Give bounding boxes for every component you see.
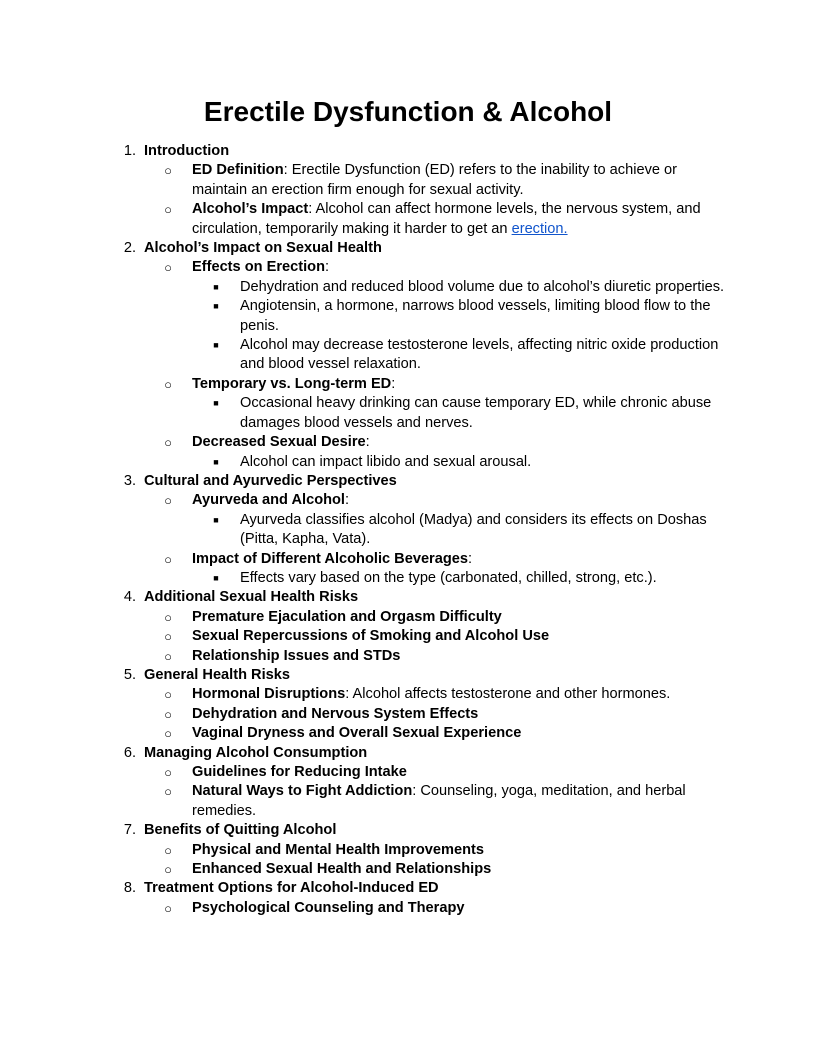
- section-number: 2.: [123, 240, 136, 257]
- list-item: ○ Temporary vs. Long-term ED:: [144, 375, 736, 394]
- list-item: [144, 608, 736, 627]
- section-7: [96, 821, 736, 840]
- sub-list-item: [192, 453, 736, 472]
- item-text: Effects vary based on the type (carbonated, chilled, strong, etc.).: [240, 569, 657, 586]
- section-8: [96, 879, 736, 898]
- item-text: Alcohol may decrease testosterone levels, affecting nitric oxide production and blood vessel relaxation.: [240, 337, 719, 373]
- item-label: Dehydration and Nervous System Effects: [192, 705, 479, 722]
- item-label: Vaginal Dryness and Overall Sexual Experience: [192, 725, 522, 742]
- list-item: ○ Effects on Erection:: [144, 258, 736, 277]
- section-title: Additional Sexual Health Risks: [144, 589, 359, 606]
- section-number: 7.: [123, 822, 136, 839]
- item-text: Ayurveda classifies alcohol (Madya) and considers its effects on Doshas (Pitta, Kapha, Vata).: [240, 511, 707, 548]
- sub-list-item: [192, 278, 736, 297]
- section-number: 3.: [123, 472, 136, 489]
- square-bullet-icon: ■: [213, 456, 219, 467]
- list-item: ○ Decreased Sexual Desire:: [144, 433, 736, 452]
- list-item: [144, 782, 736, 821]
- square-bullet-icon: ■: [213, 301, 219, 312]
- section-number: 1.: [123, 143, 136, 159]
- section-6: [96, 744, 736, 763]
- item-label: Sexual Repercussions of Smoking and Alcohol Use: [192, 628, 550, 645]
- sub-list-item: [192, 297, 736, 336]
- circle-bullet-icon: ○: [164, 862, 172, 878]
- item-label: Temporary vs. Long-term ED: [192, 375, 392, 392]
- list-item: [144, 860, 736, 879]
- item-text: Occasional heavy drinking can cause temporary ED, while chronic abuse damages blood vessels and nerves.: [240, 395, 712, 431]
- section-2: [96, 239, 736, 258]
- item-text: Alcohol can impact libido and sexual arousal.: [240, 453, 532, 470]
- square-bullet-icon: ■: [213, 514, 219, 525]
- item-label: Psychological Counseling and Therapy: [192, 899, 465, 916]
- circle-bullet-icon: ○: [164, 202, 172, 218]
- circle-bullet-icon: ○: [164, 900, 172, 916]
- outline: [96, 142, 736, 918]
- item-text: : Counseling, yoga, meditation, and herbal remedies.: [192, 783, 686, 819]
- item-text: Dehydration and reduced blood volume due to alcohol’s diuretic properties.: [240, 278, 725, 295]
- item-text: : Erectile Dysfunction (ED) refers to the inability to achieve or maintain an erection firm enough for sexual activity.: [192, 162, 678, 198]
- section-title: General Health Risks: [144, 666, 291, 683]
- item-label: Guidelines for Reducing Intake: [192, 764, 407, 780]
- sub-list-item: [192, 336, 736, 375]
- sub-list-item: [192, 569, 736, 588]
- section-title: Cultural and Ayurvedic Perspectives: [144, 472, 397, 489]
- section-title: Treatment Options for Alcohol-Induced ED: [144, 880, 439, 897]
- item-label: Relationship Issues and STDs: [192, 647, 401, 664]
- section-number: 4.: [123, 589, 136, 606]
- circle-bullet-icon: ○: [164, 726, 172, 742]
- circle-bullet-icon: ○: [164, 609, 172, 625]
- circle-bullet-icon: ○: [164, 765, 172, 780]
- item-label: Alcohol’s Impact: [192, 201, 309, 218]
- circle-bullet-icon: ○: [164, 648, 172, 664]
- item-label: Physical and Mental Health Improvements: [192, 841, 484, 858]
- item-label: Enhanced Sexual Health and Relationships: [192, 861, 492, 878]
- circle-bullet-icon: ○: [164, 376, 172, 392]
- square-bullet-icon: ■: [213, 340, 219, 351]
- section-title: Managing Alcohol Consumption: [144, 744, 368, 761]
- section-4: [96, 588, 736, 607]
- list-item: [144, 200, 736, 239]
- circle-bullet-icon: ○: [164, 629, 172, 645]
- square-bullet-icon: ■: [213, 572, 219, 583]
- erection-link[interactable]: erection.: [511, 220, 568, 237]
- section-3: [96, 472, 736, 491]
- list-item: [144, 763, 736, 782]
- section-number: 5.: [123, 666, 136, 683]
- item-label: Hormonal Disruptions: [192, 686, 346, 703]
- circle-bullet-icon: ○: [164, 687, 172, 703]
- item-label: Effects on Erection: [192, 259, 325, 276]
- circle-bullet-icon: ○: [164, 163, 172, 179]
- section-title: Alcohol’s Impact on Sexual Health: [144, 240, 382, 257]
- item-label: ED Definition: [192, 162, 284, 179]
- sub-list-item: [192, 394, 736, 433]
- list-item: [144, 647, 736, 666]
- list-item: [144, 685, 736, 704]
- document-title: Erectile Dysfunction & Alcohol: [203, 96, 613, 127]
- item-text: Angiotensin, a hormone, narrows blood vessels, limiting blood flow to the penis.: [240, 298, 711, 334]
- circle-bullet-icon: ○: [164, 784, 172, 800]
- square-bullet-icon: ■: [213, 281, 219, 292]
- item-label: Ayurveda and Alcohol: [192, 492, 345, 509]
- list-item: [144, 841, 736, 860]
- circle-bullet-icon: ○: [164, 842, 172, 858]
- section-5: [96, 666, 736, 685]
- item-text: : Alcohol can affect hormone levels, the nervous system, and circulation, temporarily making it harder to get an: [192, 201, 701, 237]
- circle-bullet-icon: ○: [164, 260, 172, 276]
- square-bullet-icon: ■: [213, 398, 219, 409]
- section-1: [96, 142, 736, 161]
- section-number: 6.: [123, 744, 136, 761]
- list-item: [144, 161, 736, 200]
- list-item: [144, 899, 736, 918]
- list-item: ○ Impact of Different Alcoholic Beverages:: [144, 550, 736, 569]
- section-title: Benefits of Quitting Alcohol: [144, 822, 337, 839]
- circle-bullet-icon: ○: [164, 706, 172, 722]
- circle-bullet-icon: ○: [164, 551, 172, 567]
- item-label: Natural Ways to Fight Addiction: [192, 783, 413, 800]
- section-title: Introduction: [144, 143, 230, 159]
- circle-bullet-icon: ○: [164, 493, 172, 509]
- list-item: [144, 724, 736, 743]
- item-text: : Alcohol affects testosterone and other hormones.: [345, 686, 671, 703]
- sub-list-item: [192, 511, 736, 550]
- item-label: Decreased Sexual Desire: [192, 434, 366, 451]
- item-label: Impact of Different Alcoholic Beverages: [192, 550, 468, 567]
- list-item: [144, 627, 736, 646]
- circle-bullet-icon: ○: [164, 435, 172, 451]
- list-item: ○ Ayurveda and Alcohol:: [144, 491, 736, 510]
- list-item: [144, 705, 736, 724]
- item-label: Premature Ejaculation and Orgasm Difficulty: [192, 608, 502, 625]
- section-number: 8.: [123, 880, 136, 897]
